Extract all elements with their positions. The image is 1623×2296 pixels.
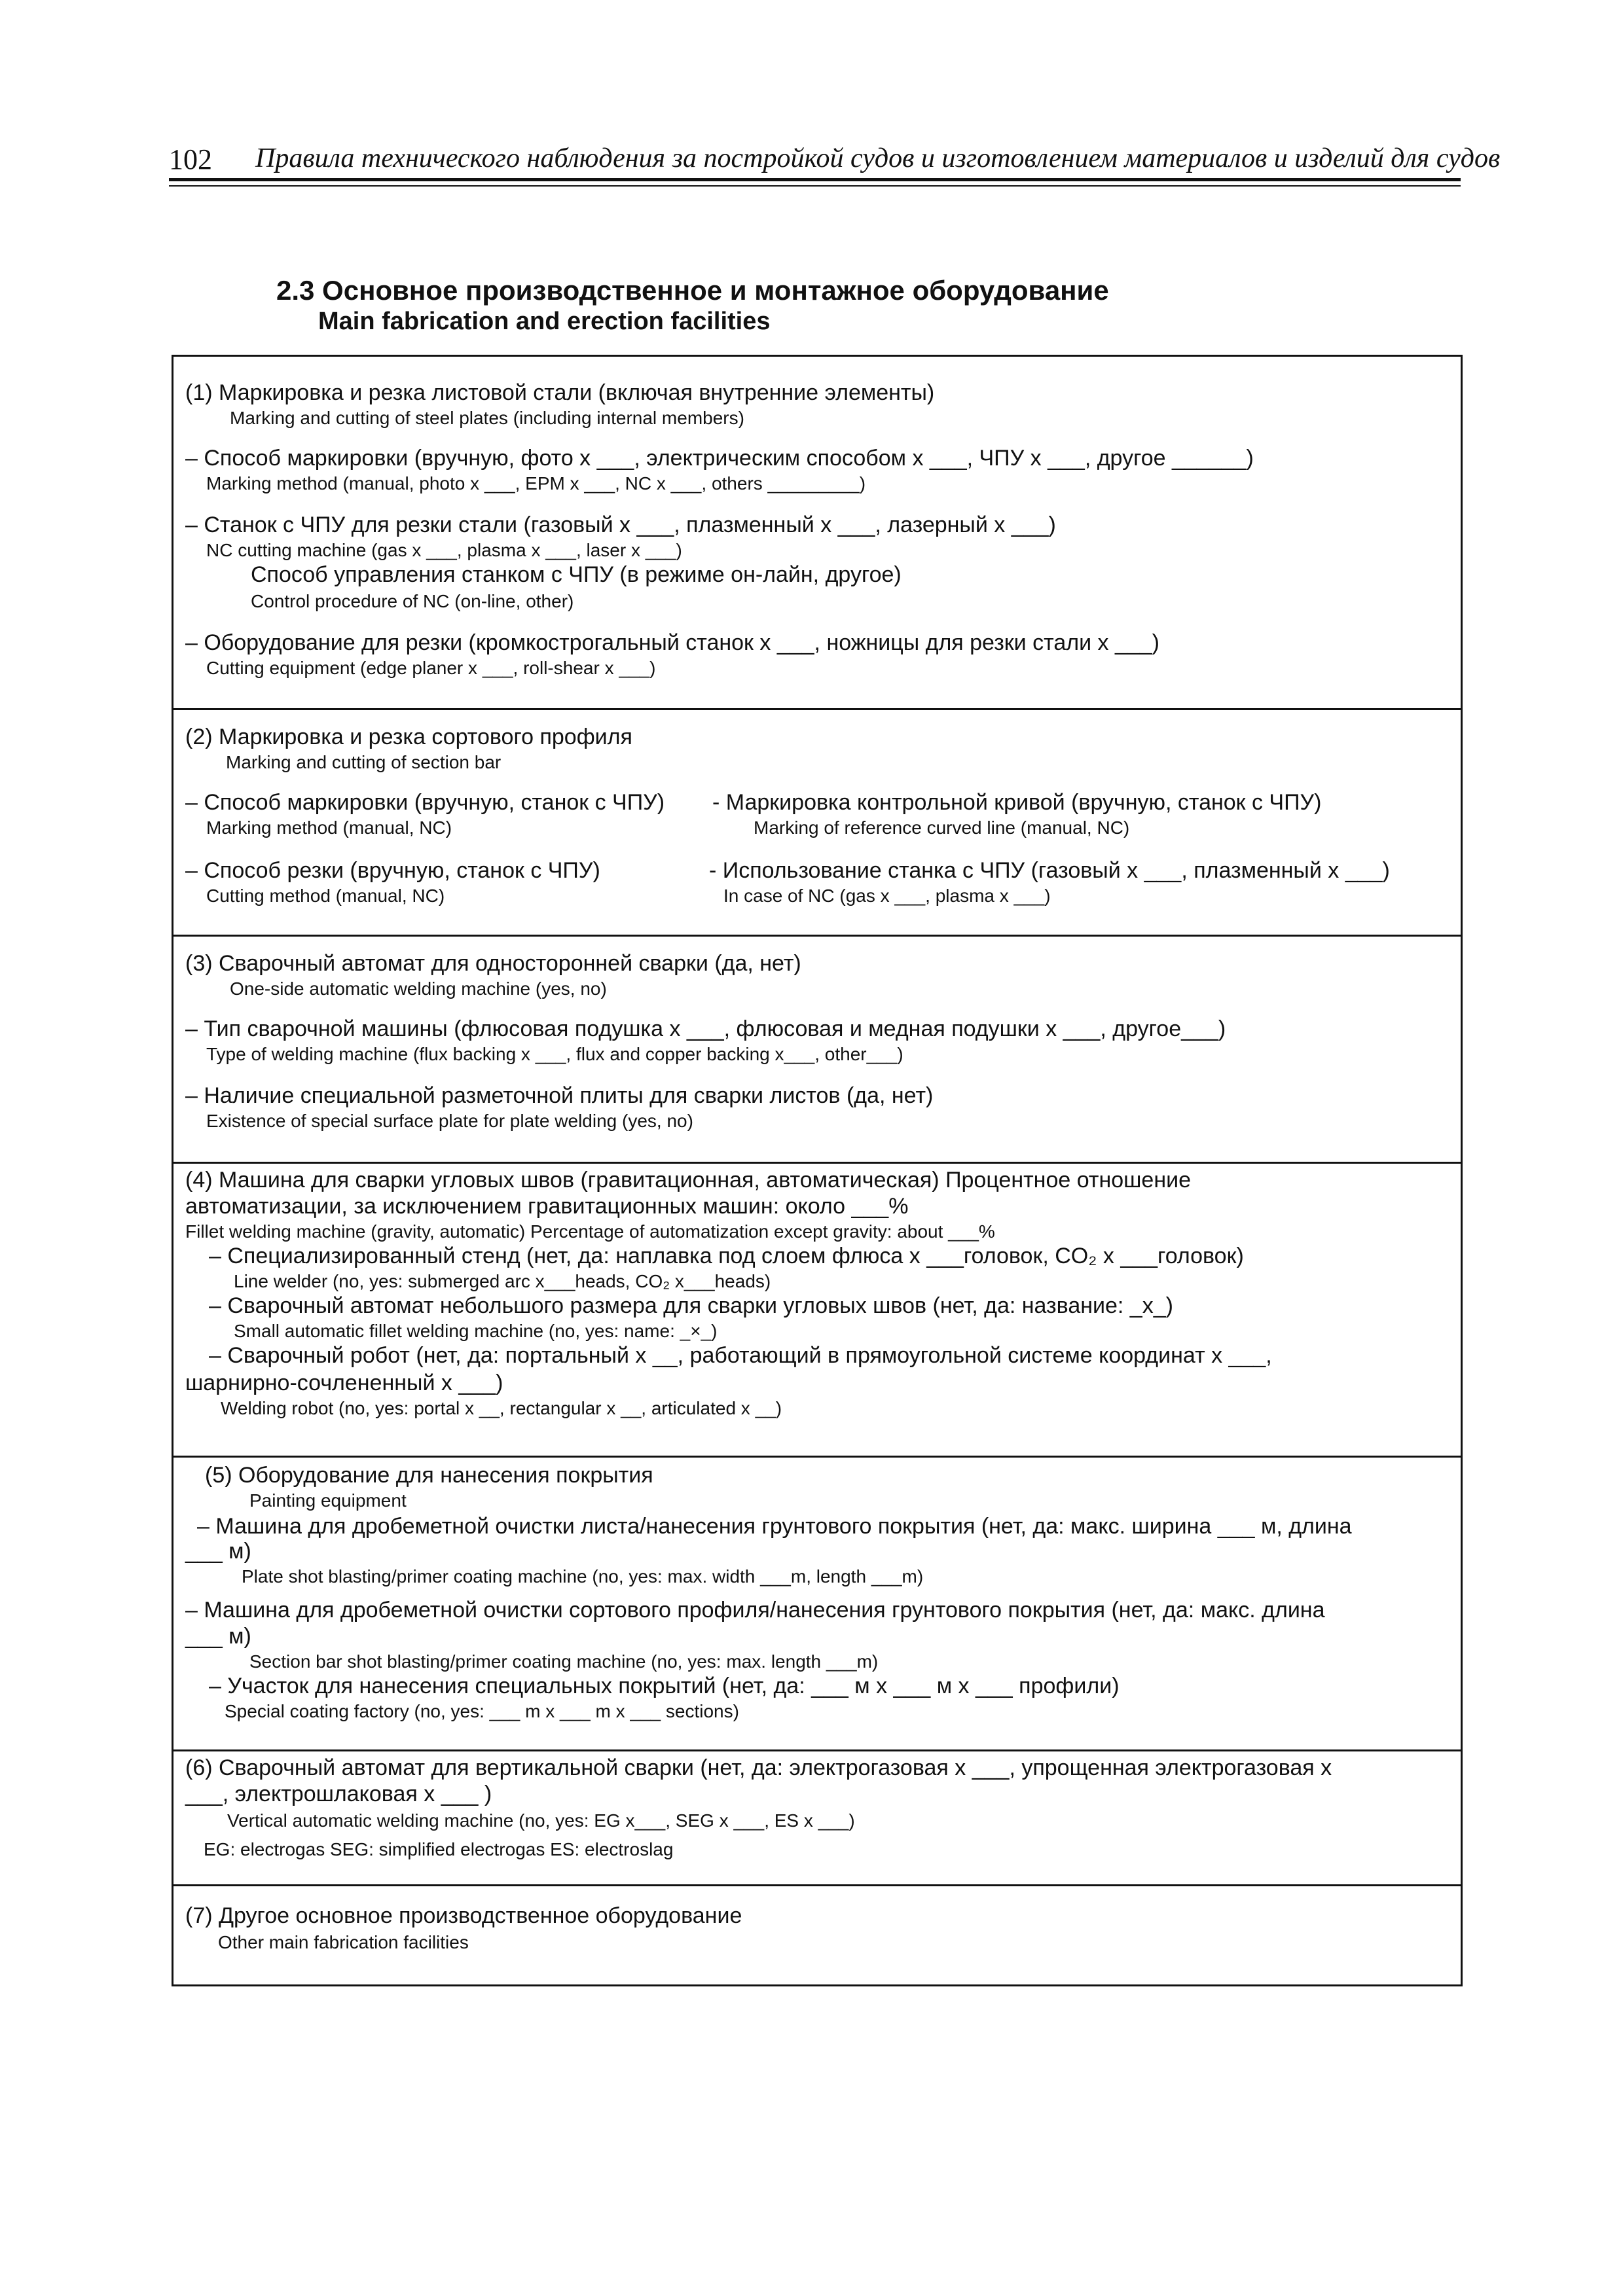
block-fillet-welding — [172, 1164, 1463, 1458]
form-line-en: Marking of reference curved line (manual, NC) — [754, 817, 1130, 838]
form-line: – Сварочный робот (нет, да: портальный х __, работающий в прямоугольной системе координат х ___, — [209, 1343, 1272, 1368]
form-line: – Оборудование для резки (кромкострогальный станок х ___, ножницы для резки стали х ___) — [185, 630, 1159, 655]
header-rule-thin — [169, 185, 1461, 187]
block-one-side-welding — [172, 937, 1463, 1164]
form-line-en: Cutting equipment (edge planer x ___, roll-shear x ___) — [206, 658, 656, 678]
block-heading-en: Marking and cutting of section bar — [226, 752, 501, 772]
form-line: - Использование станка с ЧПУ (газовый х ___, плазменный х ___) — [709, 858, 1390, 883]
block-heading: (7) Другое основное производственное оборудование — [185, 1903, 742, 1928]
block-section-bar — [172, 710, 1463, 937]
page-number: 102 — [169, 143, 212, 175]
block-steel-plates — [172, 355, 1463, 710]
form-line-en: Welding robot (no, yes: portal x __, rectangular x __, articulated x __) — [221, 1398, 782, 1418]
block-heading-en: Other main fabrication facilities — [218, 1932, 469, 1952]
form-line: – Участок для нанесения специальных покрытий (нет, да: ___ м х ___ м х ___ профили) — [209, 1674, 1120, 1698]
block-heading-en: Marking and cutting of steel plates (including internal members) — [230, 408, 744, 428]
form-line-en: Plate shot blasting/primer coating machine (no, yes: max. width ___m, length ___m) — [242, 1566, 924, 1587]
form-line-en: Marking method (manual, NC) — [206, 817, 452, 838]
form-line: – Сварочный автомат небольшого размера для сварки угловых швов (нет, да: название: _х_) — [209, 1293, 1173, 1318]
form-line: шарнирно-сочлененный х ___) — [185, 1371, 503, 1395]
block-heading: (4) Машина для сварки угловых швов (гравитационная, автоматическая) Процентное отношение — [185, 1168, 1191, 1193]
block-heading: автоматизации, за исключением гравитационных машин: около ___% — [185, 1194, 909, 1219]
block-heading: (1) Маркировка и резка листовой стали (включая внутренние элементы) — [185, 380, 935, 405]
form-line-en: Line welder (no, yes: submerged arc x___heads, CO₂ x___heads) — [234, 1271, 771, 1291]
block-heading: (6) Сварочный автомат для вертикальной сварки (нет, да: электрогазовая х ___, упрощенная электрогазовая х — [185, 1755, 1332, 1780]
form-line: – Специализированный стенд (нет, да: наплавка под слоем флюса х ___головок, CO₂ х ___головок) — [209, 1244, 1244, 1268]
form-line-en: In case of NC (gas x ___, plasma x ___) — [723, 886, 1051, 906]
form-line: – Способ маркировки (вручную, фото х ___, электрическим способом х ___, ЧПУ х ___, другое ______) — [185, 446, 1254, 471]
block-heading: (3) Сварочный автомат для односторонней сварки (да, нет) — [185, 951, 801, 976]
header-rule — [169, 178, 1461, 181]
section-subtitle: Main fabrication and erection facilities — [318, 308, 771, 335]
form-line-en: Cutting method (manual, NC) — [206, 886, 445, 906]
block-heading: ___, электрошлаковая х ___ ) — [185, 1782, 492, 1806]
form-line-en: Special coating factory (no, yes: ___ m x ___ m x ___ sections) — [225, 1701, 739, 1721]
block-other-facilities — [172, 1886, 1463, 1986]
block-heading-en: Fillet welding machine (gravity, automatic) Percentage of automatization except gravity: about ___% — [185, 1221, 995, 1242]
block-heading: (5) Оборудование для нанесения покрытия — [205, 1463, 653, 1488]
form-line-en: Vertical automatic welding machine (no, yes: EG x___, SEG x ___, ES x ___) — [227, 1810, 855, 1831]
form-line-en: NC cutting machine (gas x ___, plasma x ___, laser x ___) — [206, 540, 682, 560]
form-line-en: Existence of special surface plate for plate welding (yes, no) — [206, 1111, 693, 1131]
form-line-en: Marking method (manual, photo x ___, EPM x ___, NC x ___, others _________) — [206, 473, 866, 493]
form-line-en: Small automatic fillet welding machine (no, yes: name: _×_) — [234, 1321, 718, 1341]
form-line: Способ управления станком с ЧПУ (в режиме он-лайн, другое) — [251, 562, 902, 587]
form-line-en: Control procedure of NC (on-line, other) — [251, 591, 574, 611]
section-title: 2.3 Основное производственное и монтажное оборудование — [276, 275, 1109, 306]
block-painting — [172, 1458, 1463, 1751]
form-line: – Машина для дробеметной очистки листа/нанесения грунтового покрытия (нет, да: макс. ширина ___ м, длина — [197, 1514, 1352, 1539]
form-line: – Тип сварочной машины (флюсовая подушка х ___, флюсовая и медная подушки х ___, другое___) — [185, 1016, 1226, 1041]
block-heading-en: One-side automatic welding machine (yes, no) — [230, 978, 607, 999]
running-title: Правила технического наблюдения за постройкой судов и изготовлением материалов и изделий для судов — [255, 143, 1501, 173]
block-vertical-welding — [172, 1751, 1463, 1886]
form-line: – Станок с ЧПУ для резки стали (газовый х ___, плазменный х ___, лазерный х ___) — [185, 512, 1056, 537]
form-line-en: Type of welding machine (flux backing x ___, flux and copper backing x___, other___) — [206, 1044, 903, 1064]
form-line-en: EG: electrogas SEG: simplified electrogas ES: electroslag — [204, 1839, 674, 1859]
block-heading: (2) Маркировка и резка сортового профиля — [185, 725, 632, 749]
form-line: – Наличие специальной разметочной плиты для сварки листов (да, нет) — [185, 1083, 934, 1108]
form-line: – Способ резки (вручную, станок с ЧПУ) — [185, 858, 600, 883]
form-line: ___ м) — [185, 1624, 251, 1649]
form-line: – Машина для дробеметной очистки сортового профиля/нанесения грунтового покрытия (нет, да: макс. длина — [185, 1598, 1325, 1623]
form-line: - Маркировка контрольной кривой (вручную, станок с ЧПУ) — [712, 790, 1322, 815]
form-line: ___ м) — [185, 1539, 251, 1564]
form-line-en: Section bar shot blasting/primer coating machine (no, yes: max. length ___m) — [249, 1651, 879, 1672]
block-heading-en: Painting equipment — [249, 1490, 407, 1511]
form-line: – Способ маркировки (вручную, станок с ЧПУ) — [185, 790, 665, 815]
